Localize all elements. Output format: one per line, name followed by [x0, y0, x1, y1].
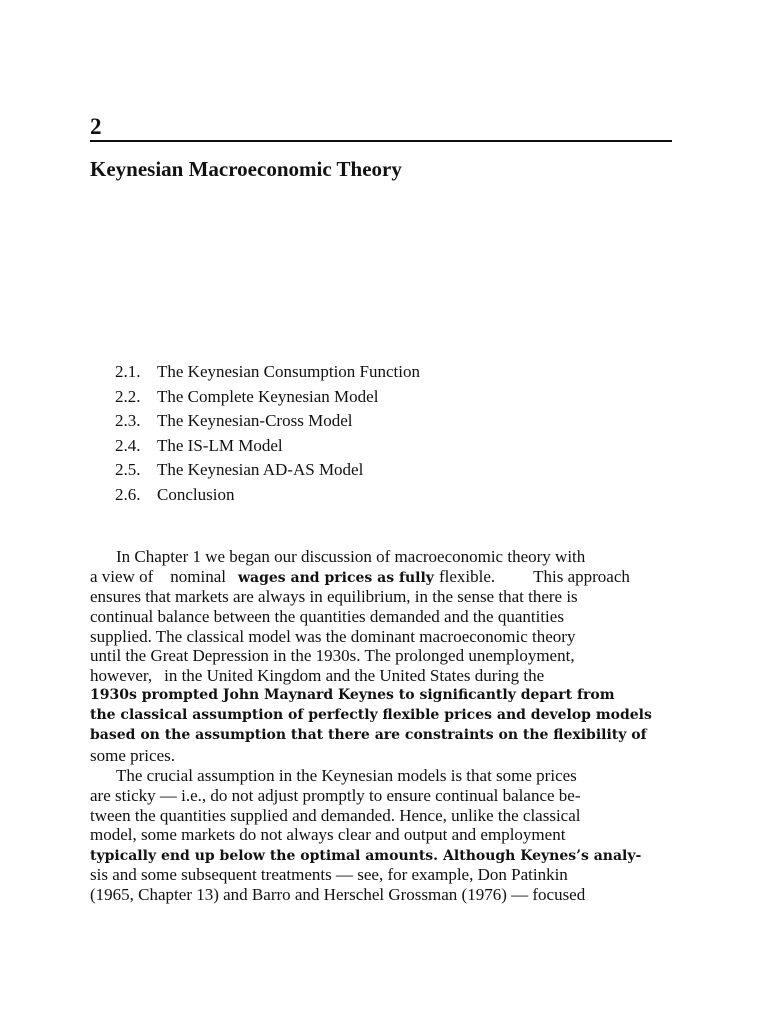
paragraph-line: model, some markets do not always clear and output and employment	[90, 825, 566, 845]
paragraph-line	[90, 567, 670, 587]
paragraph-line: ensures that markets are always in equilibrium, in the sense that there is	[90, 586, 578, 606]
paragraph-line	[90, 845, 670, 865]
chapter-number: 2	[90, 114, 102, 139]
chapter-title: Keynesian Macroeconomic Theory	[90, 157, 402, 181]
paragraph-line: are sticky — i.e., do not adjust promptly to ensure continual balance be-	[90, 785, 581, 805]
paragraph-line: continual balance between the quantities demanded and the quantities	[90, 606, 564, 626]
toc-item	[115, 434, 420, 459]
toc-item-label: The IS-LM Model	[157, 435, 283, 455]
paragraph-line: tween the quantities supplied and demanded. Hence, unlike the classical	[90, 805, 581, 825]
text-run: however,	[90, 666, 153, 686]
toc-item-number: 2.4.	[115, 435, 141, 455]
paragraph-line: supplied. The classical model was the dominant macroeconomic theory	[90, 626, 576, 646]
paragraph-line: based on the assumption that there are constraints on the flexibility of	[90, 727, 647, 744]
bold-text-run: typically end up below the optimal amounts.	[90, 848, 439, 865]
paragraph-line: the classical assumption of perfectly flexible prices and develop models	[90, 707, 652, 724]
text-run: in the United Kingdom and the United States during the	[164, 666, 545, 686]
paragraph-line: 1930s prompted John Maynard Keynes to significantly depart from	[90, 687, 615, 704]
toc-item	[115, 483, 420, 508]
paragraph-line: sis and some subsequent treatments — see, for example, Don Patinkin	[90, 865, 568, 885]
toc-item	[115, 458, 420, 483]
toc-item-label: Conclusion	[157, 484, 235, 504]
text-run: flexible.	[438, 566, 496, 586]
paragraph-line	[90, 666, 670, 686]
toc-item	[115, 385, 420, 410]
chapter-contents	[115, 360, 420, 507]
toc-item-label: The Keynesian AD-AS Model	[157, 460, 364, 479]
text-run: a view of	[90, 566, 154, 586]
paragraph-line: until the Great Depression in the 1930s. The prolonged unemployment,	[90, 646, 575, 666]
body-text	[90, 547, 670, 905]
text-run: This approach	[533, 566, 630, 586]
toc-item-label: The Complete Keynesian Model	[157, 386, 379, 406]
text-run: nominal	[170, 566, 226, 586]
toc-item-label: The Keynesian Consumption Function	[157, 362, 421, 381]
toc-item-number: 2.3.	[115, 411, 141, 430]
toc-item-number: 2.1.	[115, 362, 141, 381]
paragraph-line: The crucial assumption in the Keynesian models is that some prices	[116, 765, 577, 785]
paragraph-line: In Chapter 1 we began our discussion of macroeconomic theory with	[116, 547, 586, 566]
toc-item-label: The Keynesian-Cross Model	[157, 411, 353, 430]
toc-item-number: 2.5.	[115, 460, 141, 479]
toc-item-number: 2.2.	[115, 386, 141, 406]
toc-item	[115, 360, 420, 385]
chapter-rule	[90, 140, 672, 142]
bold-text-run: Although Keynes’s analy-	[443, 848, 642, 865]
toc-item	[115, 409, 420, 434]
toc-item-number: 2.6.	[115, 484, 141, 504]
paragraph-line: (1965, Chapter 13) and Barro and Herschel Grossman (1976) — focused	[90, 885, 586, 905]
bold-text-run: wages and prices as fully	[237, 569, 434, 586]
paragraph-line: some prices.	[90, 745, 175, 765]
